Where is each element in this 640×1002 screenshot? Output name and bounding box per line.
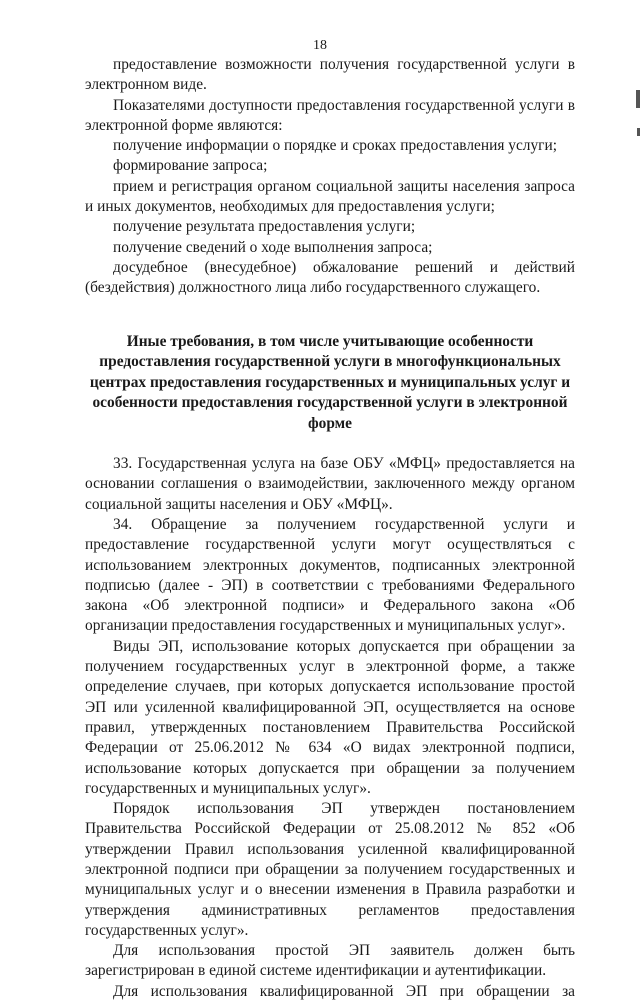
paragraph: предоставление возможности получения государственной услуги в электронном виде.	[85, 56, 575, 94]
paragraph: Для использования квалифицированной ЭП при обращении за	[113, 982, 575, 1000]
list-item: формирование запроса;	[113, 157, 268, 175]
list-item: получение сведений о ходе выполнения запроса;	[113, 238, 433, 256]
paragraph: Для использования простой ЭП заявитель должен быть зарегистрирован в единой системе идентификации и аутентификации.	[85, 942, 575, 980]
list-item: получение информации о порядке и сроках предоставления услуги;	[113, 137, 557, 155]
list-item: досудебное (внесудебное) обжалование решений и действий (бездействия) должностного лица либо государственного служащего.	[85, 258, 575, 297]
paragraph: 33. Государственная услуга на базе ОБУ «МФЦ» предоставляется на основании соглашения о взаимодействии, заключенного между органом социальной защиты населения и ОБУ «МФЦ».	[85, 455, 575, 513]
paragraph: 34. Обращение за получением государственной услуги и предоставление государственной услуги могут осуществляться с использованием электронных документов, подписанных электронной подписью (далее - ЭП) в соответствии с требованиями Федерального закона «Об электронной подписи» и Федерального закона «Об организации предоставления государственных и муниципальных услуг».	[85, 515, 575, 635]
document-body	[85, 55, 575, 1002]
paragraph: Виды ЭП, использование которых допускается при обращении за получением государственных услуг в электронной форме, а также определение случаев, при которых допускается использование простой ЭП или усиленной квалифицированной ЭП, осуществляется на основе правил, утвержденных постановлением Правительства Российской Федерации от 25.06.2012 № 634 «О видах электронной подписи, использование которых допускается при обращении за получением государственных и муниципальных услуг».	[85, 637, 575, 797]
page-number: 18	[313, 38, 327, 53]
paragraph: Порядок использования ЭП утвержден постановлением Правительства Российской Федерации от 25.08.2012 № 852 «Об утверждении Правил использования усиленной квалифицированной электронной подписи при обращении за получением государственных и муниципальных услуг и о внесении изменения в Правила разработки и утверждения административных регламентов предоставления государственных услуг».	[85, 800, 575, 939]
scan-edge-mark	[636, 90, 640, 108]
list-item: прием и регистрация органом социальной защиты населения запроса и иных документов, необходимых для предоставления услуги;	[85, 177, 575, 216]
paragraph: Показателями доступности предоставления государственной услуги в электронной форме являются:	[85, 96, 575, 134]
list-item: получение результата предоставления услуги;	[113, 218, 416, 236]
section-heading: Иные требования, в том числе учитывающие особенности предоставления государственной услуги в многофункциональных центрах предоставления государственных и муниципальных услуг и особенности предоставления государственной услуги в электронной форме	[89, 332, 571, 432]
